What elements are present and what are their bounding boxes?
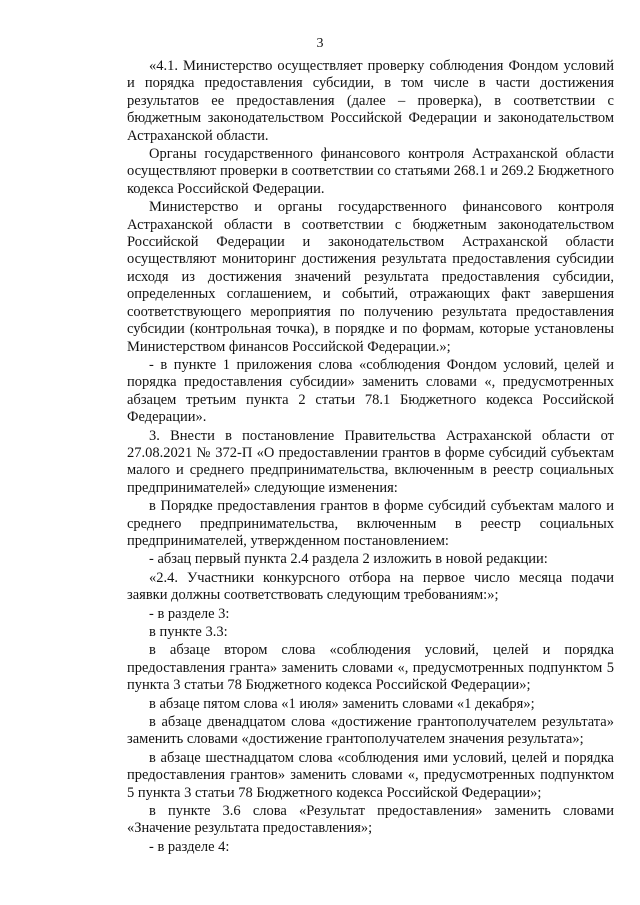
paragraph-annex-1: - в пункте 1 приложения слова «соблюдения Фондом условий, целей и порядка предоставления субсидии» заменить словами «, предусмотренных абзацем третьим пункта 2 статьи 78.1 Бюджетного кодекса Российской Федерации». — [127, 356, 614, 426]
paragraph-monitoring: Министерство и органы государственного финансового контроля Астраханской области в соответствии с бюджетным законодательством Российской Федерации и законодательством Астраханской области осуществляют мониторинг достижения результата предоставления субсидии исходя из достижения значений результата предоставления субсидии, определенных соглашением, и событий, отражающих факт завершения соответствующего мероприятия по получению результата предоставления субсидии (контрольная точка), в порядке и по формам, которые установлены Министерством финансов Российской Федерации.»; — [127, 199, 614, 355]
paragraph-abzac-2: в абзаце втором слова «соблюдения условий, целей и порядка предоставления гранта» заменить словами «, предусмотренных подпунктом 5 пункта 3 статьи 78 Бюджетного кодекса Российской Федерации»; — [127, 642, 614, 694]
paragraph-item-3: 3. Внести в постановление Правительства Астраханской области от 27.08.2021 № 372-П «О предоставлении грантов в форме субсидий субъектам малого и среднего предпринимательства, включенным в реестр социальных предпринимателей» следующие изменения: — [127, 427, 614, 496]
page-number: 3 — [316, 36, 324, 51]
paragraph-2-4-new: «2.4. Участники конкурсного отбора на первое число месяца подачи заявки должны соответствовать следующим требованиям:»; — [127, 569, 614, 604]
paragraph-order: в Порядке предоставления грантов в форме субсидий субъектам малого и среднего предпринимательства, включенным в реестр социальных предпринимателей, утвержденном постановлением: — [127, 498, 614, 549]
paragraph-point-3-3: в пункте 3.3: — [149, 624, 228, 640]
paragraph-point-3-6: в пункте 3.6 слова «Результат предоставления» заменить словами «Значение результата предоставления»; — [127, 803, 614, 837]
paragraph-2-4-first: - абзац первый пункта 2.4 раздела 2 изложить в новой редакции: — [149, 551, 548, 568]
paragraph-abzac-16: в абзаце шестнадцатом слова «соблюдения ими условий, целей и порядка предоставления грантов» заменить словами «, предусмотренных подпунктом 5 пункта 3 статьи 78 Бюджетного кодекса Российской Федерации»; — [127, 749, 614, 801]
document-body — [127, 58, 614, 857]
paragraph-section-4: - в разделе 4: — [149, 838, 230, 855]
paragraph-section-3: - в разделе 3: — [149, 605, 230, 622]
paragraph-4-1: «4.1. Министерство осуществляет проверку соблюдения Фондом условий и порядка предоставления субсидии, в том числе в части достижения результатов ее предоставления (далее – проверка), в соответствии с бюджетным законодательством Российской Федерации и законодательством Астраханской области. — [127, 58, 614, 144]
paragraph-abzac-12: в абзаце двенадцатом слова «достижение грантополучателем результата» заменить словами «достижение грантополучателем значения результата»; — [127, 714, 614, 748]
paragraph-abzac-5: в абзаце пятом слова «1 июля» заменить словами «1 декабря»; — [149, 695, 535, 712]
paragraph-control-organs: Органы государственного финансового контроля Астраханской области осуществляют проверки в соответствии со статьями 268.1 и 269.2 Бюджетного кодекса Российской Федерации. — [127, 146, 614, 197]
